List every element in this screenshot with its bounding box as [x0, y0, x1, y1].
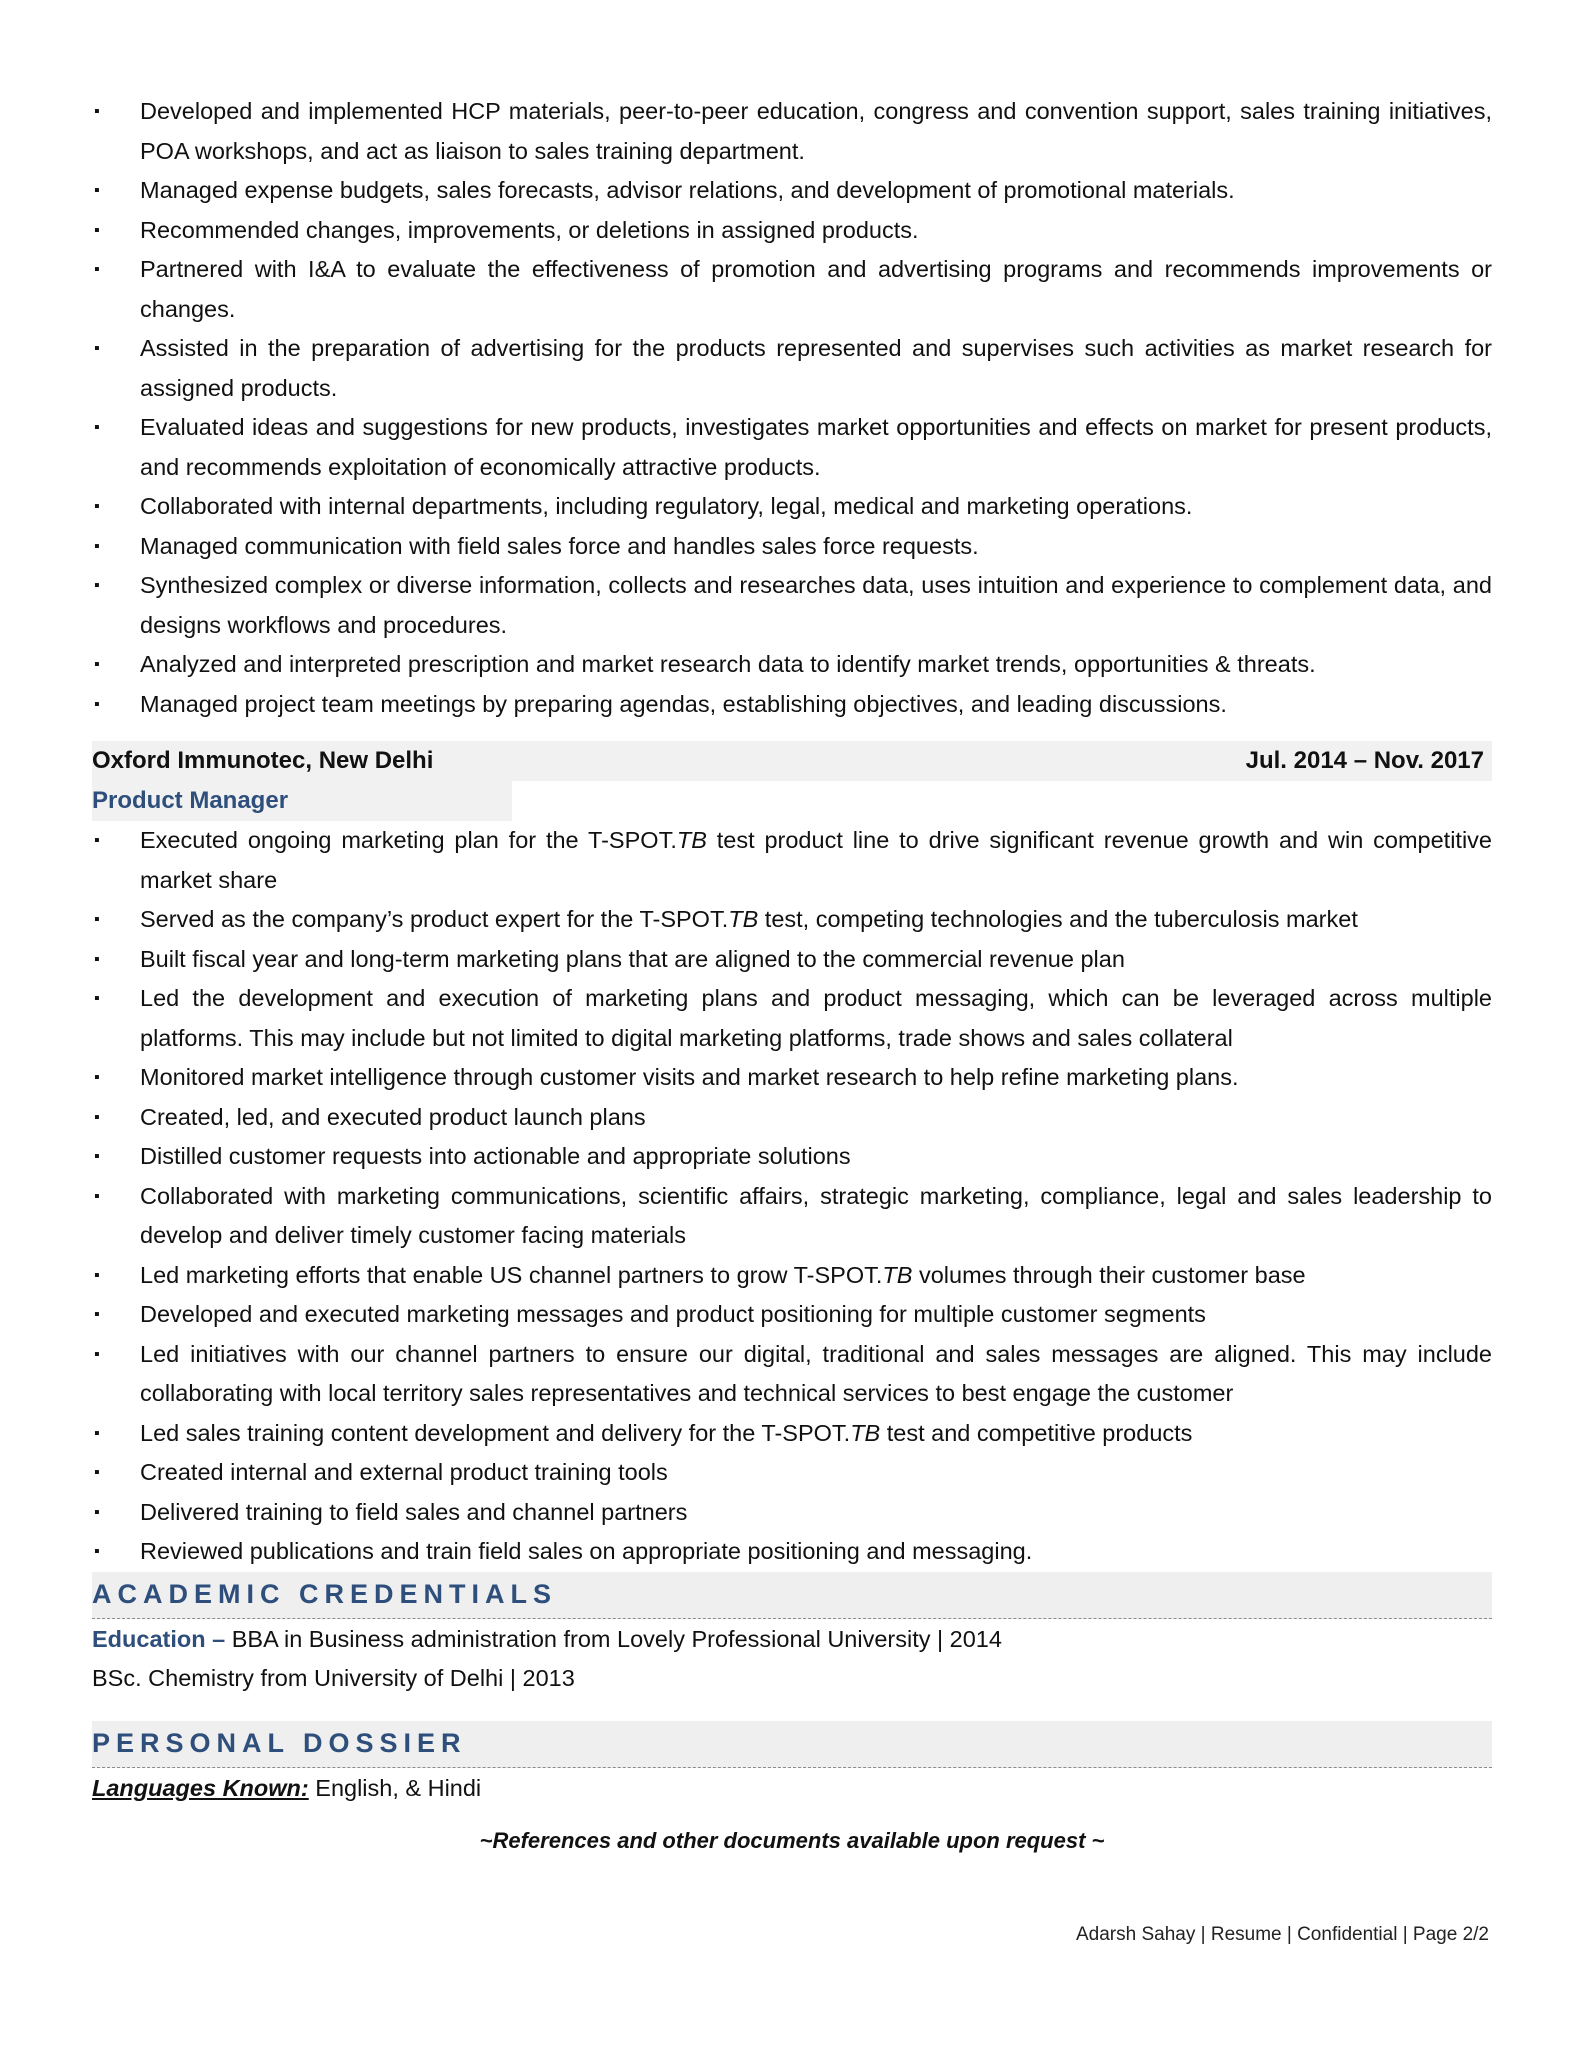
company-name: Oxford Immunotec, New Delhi — [92, 747, 434, 774]
list-item — [92, 900, 1492, 940]
bullet-marker: ▪ — [94, 103, 100, 120]
list-item — [92, 211, 1492, 251]
list-item — [92, 645, 1492, 685]
bullet-text: Created, led, and executed product launch plans — [140, 1103, 646, 1130]
list-item — [92, 1453, 1492, 1493]
list-item — [92, 685, 1492, 725]
bullet-text: Monitored market intelligence through customer visits and market research to help refine marketing plans. — [140, 1064, 1239, 1090]
list-item — [92, 1058, 1492, 1098]
bullet-marker: ▪ — [94, 990, 100, 1007]
bullet-marker: ▪ — [94, 1148, 100, 1165]
job-title: Product Manager — [92, 781, 512, 821]
list-item — [92, 1493, 1492, 1533]
bullet-text-tail: test, competing technologies and the tuberculosis market — [758, 906, 1358, 932]
education-line — [92, 1620, 1492, 1660]
bullet-marker: ▪ — [94, 1069, 100, 1086]
bullet-text: Developed and implemented HCP materials, peer-to-peer education, congress and convention support, sales training initiatives, POA workshops, and act as liaison to sales training department. — [140, 98, 1492, 164]
bullet-text: Led sales training content development and delivery for the T-SPOT. — [140, 1419, 851, 1446]
bullet-text-tail: test and competitive products — [880, 1419, 1193, 1446]
list-item — [92, 408, 1492, 487]
bullet-text: Reviewed publications and train field sales on appropriate positioning and messaging. — [140, 1538, 1033, 1564]
bullet-text: Synthesized complex or diverse information, collects and researches data, uses intuition and experience to complement data, and designs workflows and procedures. — [140, 572, 1492, 638]
bullet-marker: ▪ — [94, 1266, 100, 1284]
bullet-marker: ▪ — [94, 1345, 100, 1363]
bullet-marker: ▪ — [94, 1187, 100, 1205]
bullet-marker: ▪ — [94, 1543, 100, 1560]
bullet-marker: ▪ — [94, 1503, 100, 1521]
bullet-marker: ▪ — [94, 261, 100, 278]
list-item — [92, 1177, 1492, 1256]
personal-heading-text: PERSONAL DOSSIER — [92, 1728, 467, 1758]
job-bullet-list — [92, 821, 1492, 1572]
bullet-text: Analyzed and interpreted prescription and market research data to identify market trends, opportunities & threats. — [140, 651, 1316, 677]
references-note: ~References and other documents available upon request ~ — [479, 1828, 1105, 1853]
bullet-text: Managed expense budgets, sales forecasts, advisor relations, and development of promotional materials. — [140, 177, 1235, 203]
bullet-marker: ▪ — [94, 656, 100, 673]
resume-page — [92, 0, 1492, 1861]
bullet-marker: ▪ — [94, 498, 100, 515]
list-item — [92, 92, 1492, 171]
bullet-marker: ▪ — [94, 1306, 100, 1323]
bullet-text: Assisted in the preparation of advertising for the products represented and supervises such activities as market research for assigned products. — [140, 335, 1492, 401]
personal-section-heading — [92, 1721, 1492, 1768]
list-item — [92, 250, 1492, 329]
bullet-marker: ▪ — [94, 419, 100, 436]
education-label: Education – — [92, 1625, 226, 1652]
job-dates: Jul. 2014 – Nov. 2017 — [1245, 747, 1484, 774]
job-header — [92, 741, 1492, 781]
bullet-text: Collaborated with internal departments, including regulatory, legal, medical and marketing operations. — [140, 493, 1193, 519]
bullet-marker: ▪ — [94, 911, 100, 928]
academic-section-heading — [92, 1572, 1492, 1619]
product-name-italic: TB — [882, 1261, 913, 1288]
academic-heading-text: ACADEMIC CREDENTIALS — [92, 1579, 558, 1609]
list-item — [92, 1335, 1492, 1414]
page-footer: Adarsh Sahay | Resume | Confidential | Page 2/2 — [1076, 1924, 1489, 1945]
intro-bullet-list — [92, 92, 1492, 724]
list-item — [92, 487, 1492, 527]
bullet-marker: ▪ — [94, 1464, 100, 1481]
bullet-text: Developed and executed marketing messages and product positioning for multiple customer segments — [140, 1301, 1206, 1327]
bullet-text: Evaluated ideas and suggestions for new products, investigates market opportunities and effects on market for present products, and recommends exploitation of economically attractive products. — [140, 414, 1492, 480]
bullet-marker: ▪ — [94, 221, 100, 239]
education-text: BBA in Business administration from Lovely Professional University | 2014 — [225, 1625, 1002, 1652]
list-item — [92, 1098, 1492, 1138]
bullet-text: Recommended changes, improvements, or deletions in assigned products. — [140, 216, 919, 243]
list-item — [92, 566, 1492, 645]
bullet-text: Executed ongoing marketing plan for the T-SPOT. — [140, 827, 677, 853]
bullet-text: Created internal and external product training tools — [140, 1459, 668, 1485]
bullet-text: Led initiatives with our channel partners to ensure our digital, traditional and sales messages are aligned. This may include collaborating with local territory sales representatives and technical services to best engage the customer — [140, 1340, 1492, 1406]
bullet-text: Managed project team meetings by preparing agendas, establishing objectives, and leading discussions. — [140, 690, 1227, 717]
bullet-marker: ▪ — [94, 340, 100, 357]
list-item — [92, 1532, 1492, 1572]
bullet-text: Served as the company’s product expert for the T-SPOT. — [140, 906, 729, 932]
list-item — [92, 979, 1492, 1058]
list-item — [92, 1137, 1492, 1177]
bullet-marker: ▪ — [94, 577, 100, 594]
bullet-marker: ▪ — [94, 950, 100, 968]
bullet-text: Delivered training to field sales and channel partners — [140, 1498, 688, 1525]
list-item — [92, 527, 1492, 567]
bullet-marker: ▪ — [94, 1108, 100, 1126]
education-line-2: BSc. Chemistry from University of Delhi | 2013 — [92, 1665, 575, 1691]
bullet-marker: ▪ — [94, 695, 100, 713]
languages-text: English, & Hindi — [308, 1774, 482, 1801]
bullet-text: Distilled customer requests into actionable and appropriate solutions — [140, 1143, 851, 1169]
bullet-text: Managed communication with field sales force and handles sales force requests. — [140, 532, 979, 559]
list-item — [92, 1295, 1492, 1335]
list-item — [92, 171, 1492, 211]
bullet-text-tail: test product line to drive significant revenue growth and win competitive market share — [140, 827, 1492, 893]
bullet-marker: ▪ — [94, 832, 100, 849]
list-item — [92, 821, 1492, 900]
bullet-text: Led the development and execution of marketing plans and product messaging, which can be leveraged across multiple platforms. This may include but not limited to digital marketing platforms, trade shows and sales collateral — [140, 985, 1492, 1051]
bullet-marker: ▪ — [94, 182, 100, 199]
list-item — [92, 1256, 1492, 1296]
list-item — [92, 329, 1492, 408]
list-item — [92, 1414, 1492, 1454]
bullet-marker: ▪ — [94, 537, 100, 555]
bullet-text: Collaborated with marketing communications, scientific affairs, strategic marketing, compliance, legal and sales leadership to develop and deliver timely customer facing materials — [140, 1182, 1492, 1248]
bullet-text: Built fiscal year and long-term marketing plans that are aligned to the commercial revenue plan — [140, 945, 1125, 972]
list-item — [92, 940, 1492, 980]
bullet-text: Led marketing efforts that enable US channel partners to grow T-SPOT. — [140, 1261, 883, 1288]
bullet-text-tail: volumes through their customer base — [912, 1261, 1306, 1288]
bullet-marker: ▪ — [94, 1424, 100, 1442]
bullet-text: Partnered with I&A to evaluate the effectiveness of promotion and advertising programs and recommends improvements or changes. — [140, 256, 1492, 322]
languages-line — [92, 1769, 1492, 1809]
product-name-italic: TB — [728, 906, 759, 932]
product-name-italic: TB — [850, 1419, 881, 1446]
languages-label: Languages Known: — [92, 1774, 309, 1801]
product-name-italic: TB — [676, 827, 707, 853]
